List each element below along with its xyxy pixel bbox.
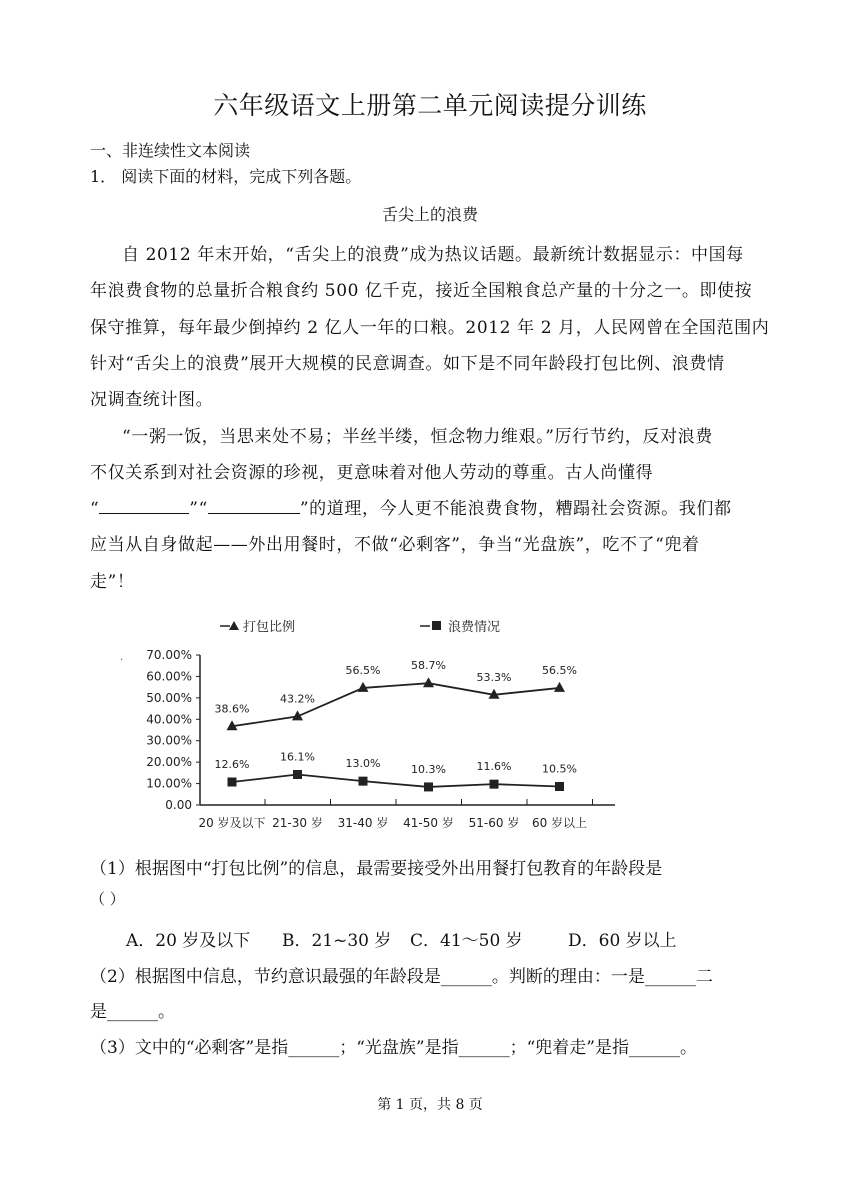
x-tick-label: 51-60 岁 bbox=[468, 816, 520, 830]
data-label: 56.5% bbox=[345, 663, 381, 677]
question-1: （1）根据图中“打包比例”的信息，最需要接受外出用餐打包教育的年龄段是 bbox=[90, 859, 663, 879]
article-line: 保守推算，每年最少倒掉约 2 亿人一年的口粮。2012 年 2 月，人民网曾在全国范围内 bbox=[90, 318, 770, 338]
article-title: 舌尖上的浪费 bbox=[381, 205, 478, 224]
data-label: 43.2% bbox=[280, 692, 315, 706]
data-point-triangle bbox=[423, 677, 434, 687]
option-a[interactable]: A．20 岁及以下 bbox=[126, 931, 251, 951]
answer-bracket[interactable]: （ ） bbox=[90, 890, 125, 908]
data-point-square bbox=[490, 780, 499, 789]
data-point-square bbox=[228, 778, 237, 787]
question-2: （2）根据图中信息，节约意识最强的年龄段是______。判断的理由：一是______二 bbox=[90, 967, 713, 987]
data-label: 13.0% bbox=[345, 757, 381, 771]
section-heading: 一、非连续性文本阅读 bbox=[90, 141, 251, 160]
x-tick-label: 60 岁以上 bbox=[531, 816, 588, 830]
question-instruction: 1． 阅读下面的材料，完成下列各题。 bbox=[90, 167, 362, 186]
y-tick-label: 20.00% bbox=[146, 755, 192, 770]
data-label: 56.5% bbox=[542, 663, 577, 677]
data-point-triangle bbox=[554, 682, 565, 692]
legend-series-2: 浪费情况 bbox=[448, 620, 501, 635]
article-line: “一粥一饭，当思来处不易；半丝半缕，恒念物力维艰。”厉行节约，反对浪费 bbox=[122, 427, 713, 447]
data-point-square bbox=[424, 782, 433, 791]
data-label: 38.6% bbox=[214, 702, 250, 716]
article-line: 年浪费食物的总量折合粮食约 500 亿千克，接近全国粮食总产量的十分之一。即使按 bbox=[90, 281, 753, 301]
article-line: 不仅关系到对社会资源的珍视，更意味着对他人劳动的尊重。古人尚懂得 bbox=[90, 463, 654, 483]
statistics-chart bbox=[110, 605, 650, 840]
y-tick-label: 70.00% bbox=[146, 648, 192, 662]
legend-series-1: 打包比例 bbox=[243, 620, 296, 635]
article-line: 应当从自身做起——外出用餐时，不做“必剩客”，争当“光盘族”，吃不了“兜着 bbox=[90, 535, 700, 555]
data-label: 53.3% bbox=[476, 670, 512, 684]
question-3: （3）文中的“必剩客”是指______；“光盘族”是指______；“兜着走”是指______。 bbox=[90, 1038, 697, 1058]
data-label: 10.3% bbox=[411, 762, 446, 776]
x-tick-label: 31-40 岁 bbox=[337, 816, 389, 830]
page-footer: 第 1 页，共 8 页 bbox=[377, 1097, 483, 1113]
data-label: 16.1% bbox=[280, 750, 315, 764]
blank-2[interactable] bbox=[208, 512, 300, 514]
data-label: 58.7% bbox=[411, 659, 446, 673]
y-tick-label: 30.00% bbox=[146, 733, 192, 748]
fill-blank-line: “ ”“ ”的道理，今人更不能浪费食物，糟蹋社会资源。我们都 bbox=[90, 499, 732, 519]
stray-mark: · bbox=[120, 655, 124, 666]
data-point-square bbox=[359, 777, 368, 786]
x-tick-label: 41-50 岁 bbox=[403, 816, 454, 830]
data-point-square bbox=[555, 782, 564, 791]
article-line: 走”！ bbox=[90, 572, 135, 592]
option-c[interactable]: C．41～50 岁 bbox=[410, 931, 523, 951]
article-line: 况调查统计图。 bbox=[90, 390, 214, 410]
option-d[interactable]: D．60 岁以上 bbox=[568, 931, 677, 951]
page-title: 六年级语文上册第二单元阅读提分训练 bbox=[213, 91, 647, 120]
y-tick-label: 10.00% bbox=[146, 776, 192, 791]
x-tick-label: 20 岁及以下 bbox=[198, 816, 266, 830]
y-tick-label: 40.00% bbox=[146, 712, 192, 727]
article-line: 自 2012 年末开始，“舌尖上的浪费”成为热议话题。最新统计数据显示：中国每 bbox=[122, 245, 744, 265]
x-tick-label: 21-30 岁 bbox=[272, 816, 323, 830]
chart-legend bbox=[220, 619, 500, 635]
data-point-square bbox=[293, 770, 302, 779]
data-label: 11.6% bbox=[476, 760, 512, 774]
data-label: 10.5% bbox=[542, 762, 577, 776]
option-b[interactable]: B．21~30 岁 bbox=[282, 931, 392, 951]
y-tick-label: 50.00% bbox=[146, 690, 192, 705]
article-line: 针对“舌尖上的浪费”展开大规模的民意调查。如下是不同年龄段打包比例、浪费情 bbox=[90, 354, 725, 374]
y-tick-label: 60.00% bbox=[146, 669, 192, 684]
question-2-cont: 是______。 bbox=[90, 1002, 175, 1022]
y-tick-label: 0.00 bbox=[165, 798, 192, 812]
legend-square-icon bbox=[432, 621, 441, 630]
data-label: 12.6% bbox=[214, 758, 250, 771]
legend-triangle-icon bbox=[229, 621, 239, 630]
blank-1[interactable] bbox=[99, 512, 189, 514]
series-line bbox=[232, 775, 560, 787]
